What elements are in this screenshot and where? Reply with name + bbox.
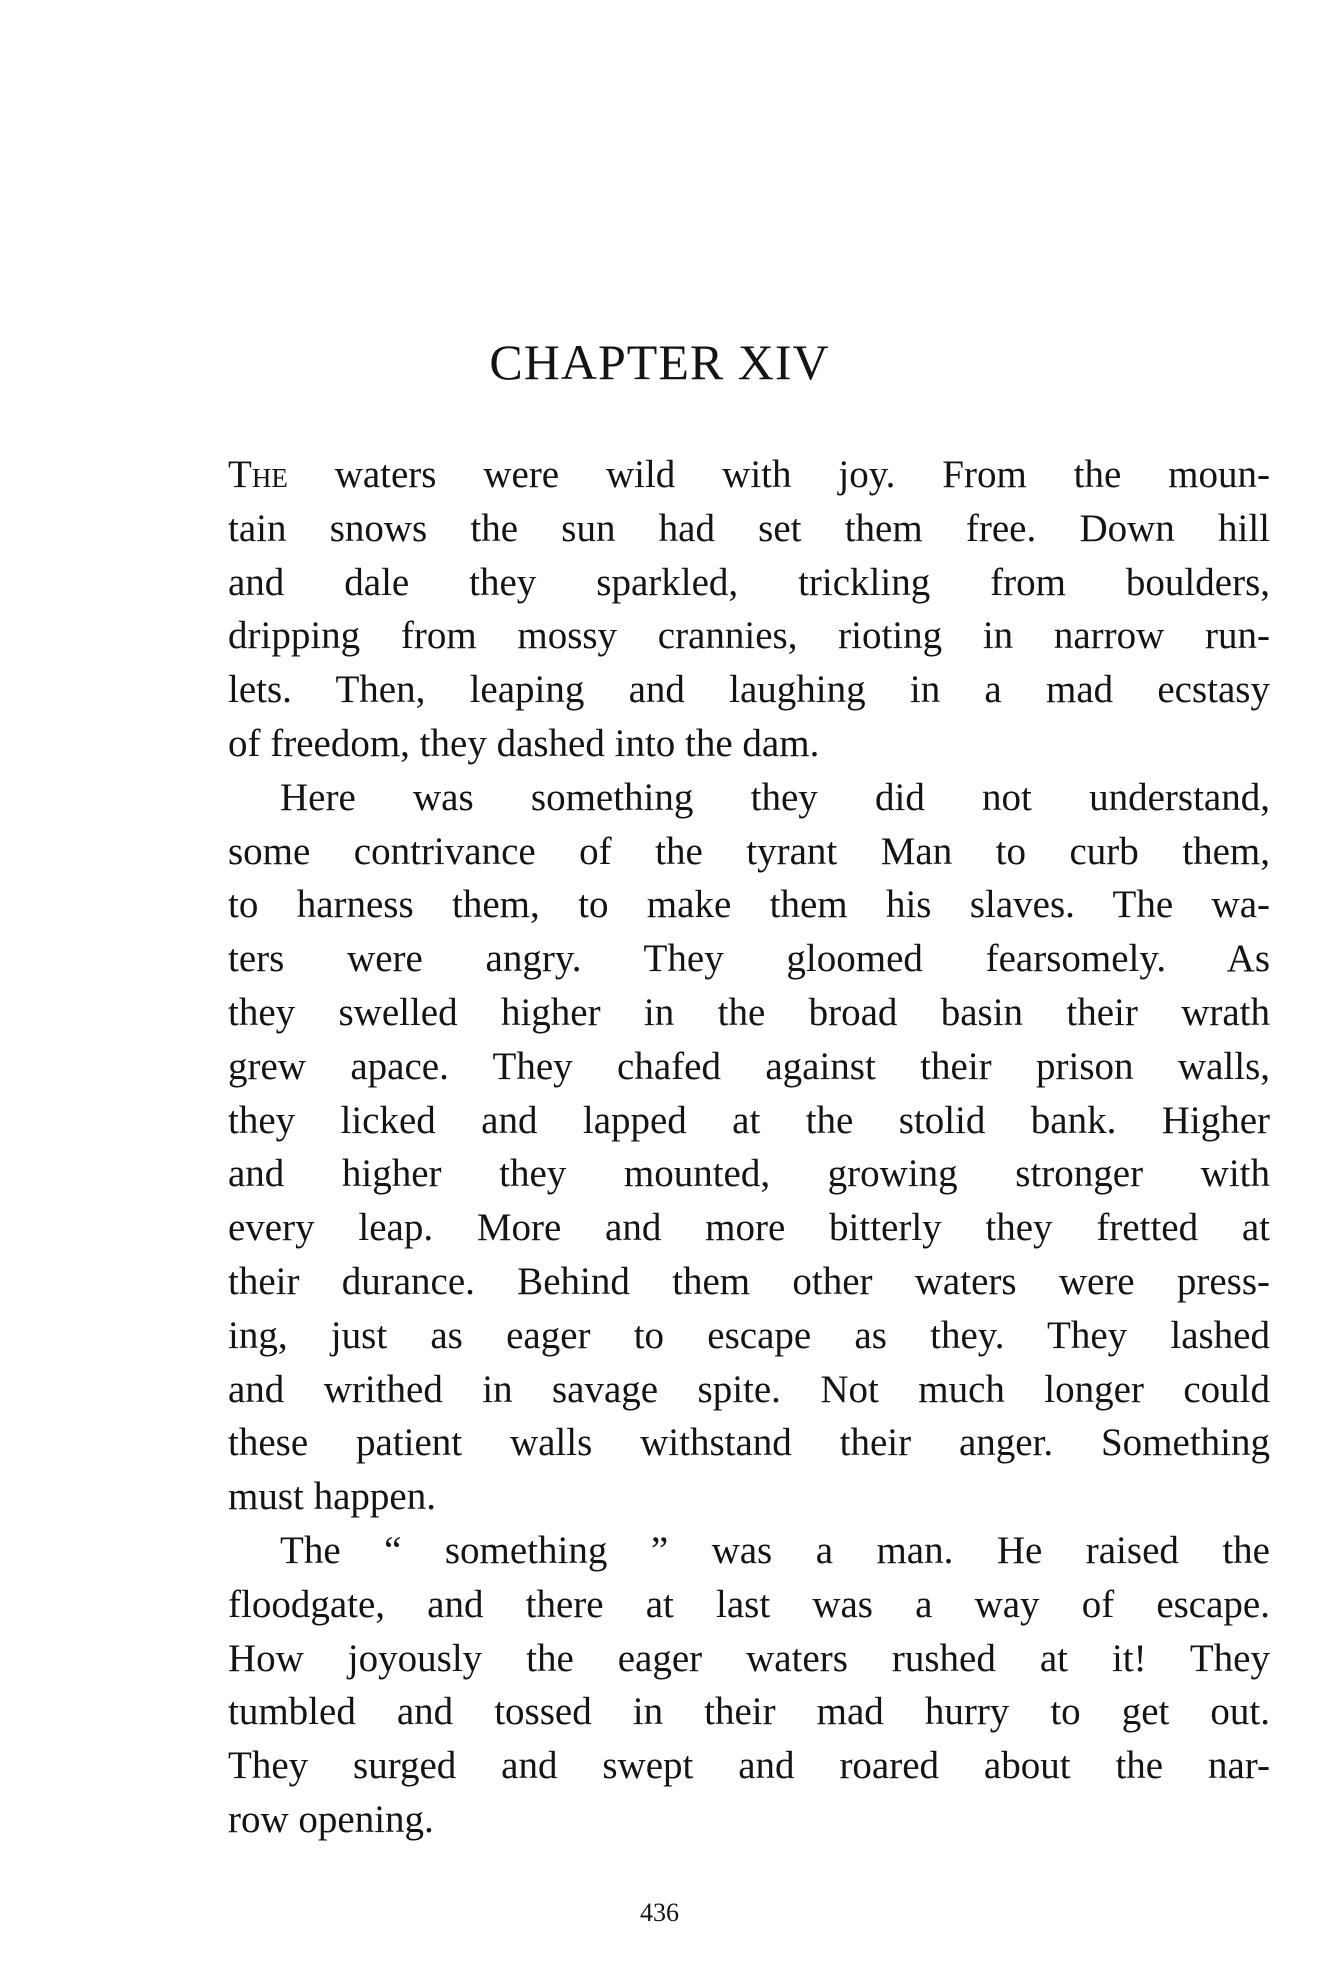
text-line: and writhed in savage spite. Not much longer could [228,1367,1270,1411]
text-line-content: waters were wild with joy. From the moun- [287,453,1270,496]
text-line: of freedom, they dashed into the dam. [228,721,820,765]
page-number: 436 [640,1898,679,1927]
text-line: their durance. Behind them other waters were press- [228,1259,1270,1303]
text-line: some contrivance of the tyrant Man to curb them, [228,829,1270,873]
text-line: must happen. [228,1475,436,1519]
text-line: How joyously the eager waters rushed at it! They [228,1636,1270,1680]
body-text [228,448,1270,1847]
text-line: The “ something ” was a man. He raised the [280,1528,1270,1572]
text-line: every leap. More and more bitterly they fretted at [228,1206,1270,1250]
text-line: they swelled higher in the broad basin their wrath [228,990,1270,1034]
paragraph-3 [228,1524,1270,1847]
paragraph-2 [228,771,1270,1524]
text-line: dripping from mossy crannies, rioting in narrow run- [228,614,1270,658]
text-line: They surged and swept and roared about the nar- [228,1744,1270,1788]
text-line: Here was something they did not understand, [280,775,1270,819]
text-line: floodgate, and there at last was a way of escape. [228,1582,1270,1626]
text-line: tain snows the sun had set them free. Down hill [228,506,1270,550]
text-line: tumbled and tossed in their mad hurry to get out. [228,1690,1270,1734]
chapter-heading: CHAPTER XIV [489,334,830,390]
text-line: ing, just as eager to escape as they. They lashed [228,1313,1270,1357]
text-line: ters were angry. They gloomed fearsomely. As [228,937,1270,981]
text-line: these patient walls withstand their anger. Something [228,1421,1270,1465]
text-line: grew apace. They chafed against their prison walls, [228,1044,1270,1088]
text-line: row opening. [228,1797,434,1841]
text-line [228,448,1270,502]
text-line: to harness them, to make them his slaves. The wa- [228,883,1270,927]
paragraph-lead-word: The [228,453,288,496]
paragraph-1 [228,448,1270,771]
text-line: and higher they mounted, growing stronger with [228,1152,1270,1196]
text-line: and dale they sparkled, trickling from boulders, [228,560,1270,604]
text-line: they licked and lapped at the stolid bank. Higher [228,1098,1270,1142]
text-line: lets. Then, leaping and laughing in a mad ecstasy [228,668,1270,712]
